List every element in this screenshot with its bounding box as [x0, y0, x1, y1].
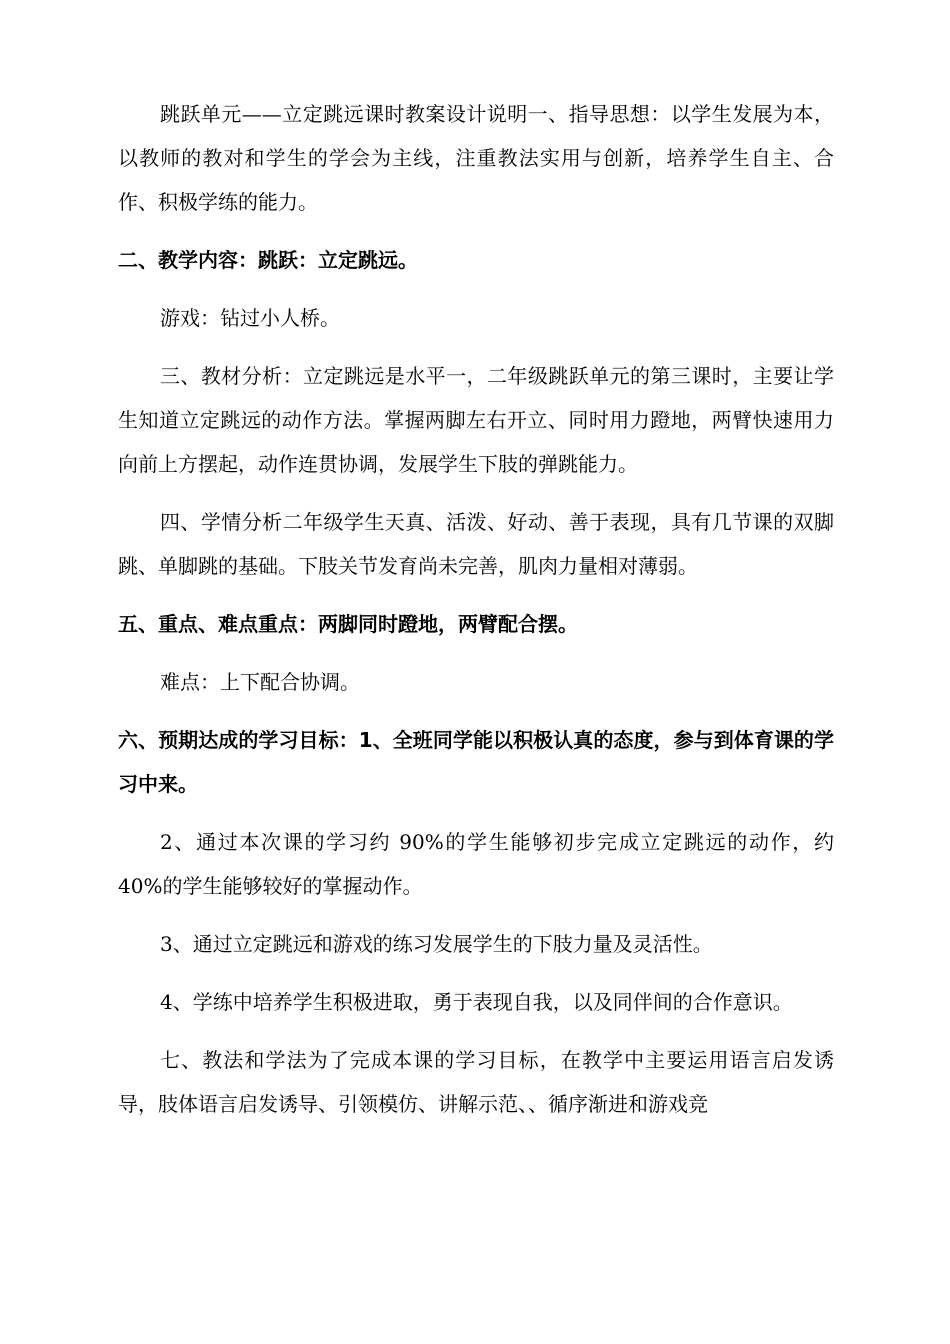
heading-teaching-content: 二、教学内容：跳跃：立定跳远。 [118, 248, 418, 272]
paragraph-difficulty: 难点：上下配合协调。 [160, 670, 360, 694]
paragraph-goal-3: 3、通过立定跳远和游戏的练习发展学生的下肢力量及灵活性。 [160, 932, 713, 956]
paragraph-goal-2: 2、通过本次课的学习约 90%的学生能够初步完成立定跳远的动作，约 40%的学生能够较好的掌握动作。 [118, 830, 834, 898]
paragraph-goal-4: 4、学练中培养学生积极进取，勇于表现自我，以及同伴间的合作意识。 [160, 990, 793, 1014]
heading-learning-goals: 六、预期达成的学习目标：1、全班同学能以积极认真的态度，参与到体育课的学习中来。 [118, 728, 834, 796]
paragraph-guiding-thought: 跳跃单元——立定跳远课时教案设计说明一、指导思想：以学生发展为本，以教师的教对和学生的学会为主线，注重教法实用与创新，培养学生自主、合作、积极学练的能力。 [118, 102, 834, 214]
paragraph-teaching-methods: 七、教法和学法为了完成本课的学习目标，在教学中主要运用语言启发诱导，肢体语言启发诱导、引领模仿、讲解示范、、循序渐进和游戏竞 [118, 1048, 834, 1116]
document-body [118, 92, 834, 1140]
paragraph-student-analysis: 四、学情分析二年级学生天真、活泼、好动、善于表现，具有几节课的双脚跳、单脚跳的基础。下肢关节发育尚未完善，肌肉力量相对薄弱。 [118, 510, 834, 578]
paragraph-material-analysis: 三、教材分析：立定跳远是水平一，二年级跳跃单元的第三课时，主要让学生知道立定跳远的动作方法。掌握两脚左右开立、同时用力蹬地，两臂快速用力向前上方摆起，动作连贯协调，发展学生下肢的弹跳能力。 [118, 364, 834, 476]
paragraph-game: 游戏：钻过小人桥。 [160, 306, 340, 330]
heading-key-points: 五、重点、难点重点：两脚同时蹬地，两臂配合摆。 [118, 612, 578, 636]
